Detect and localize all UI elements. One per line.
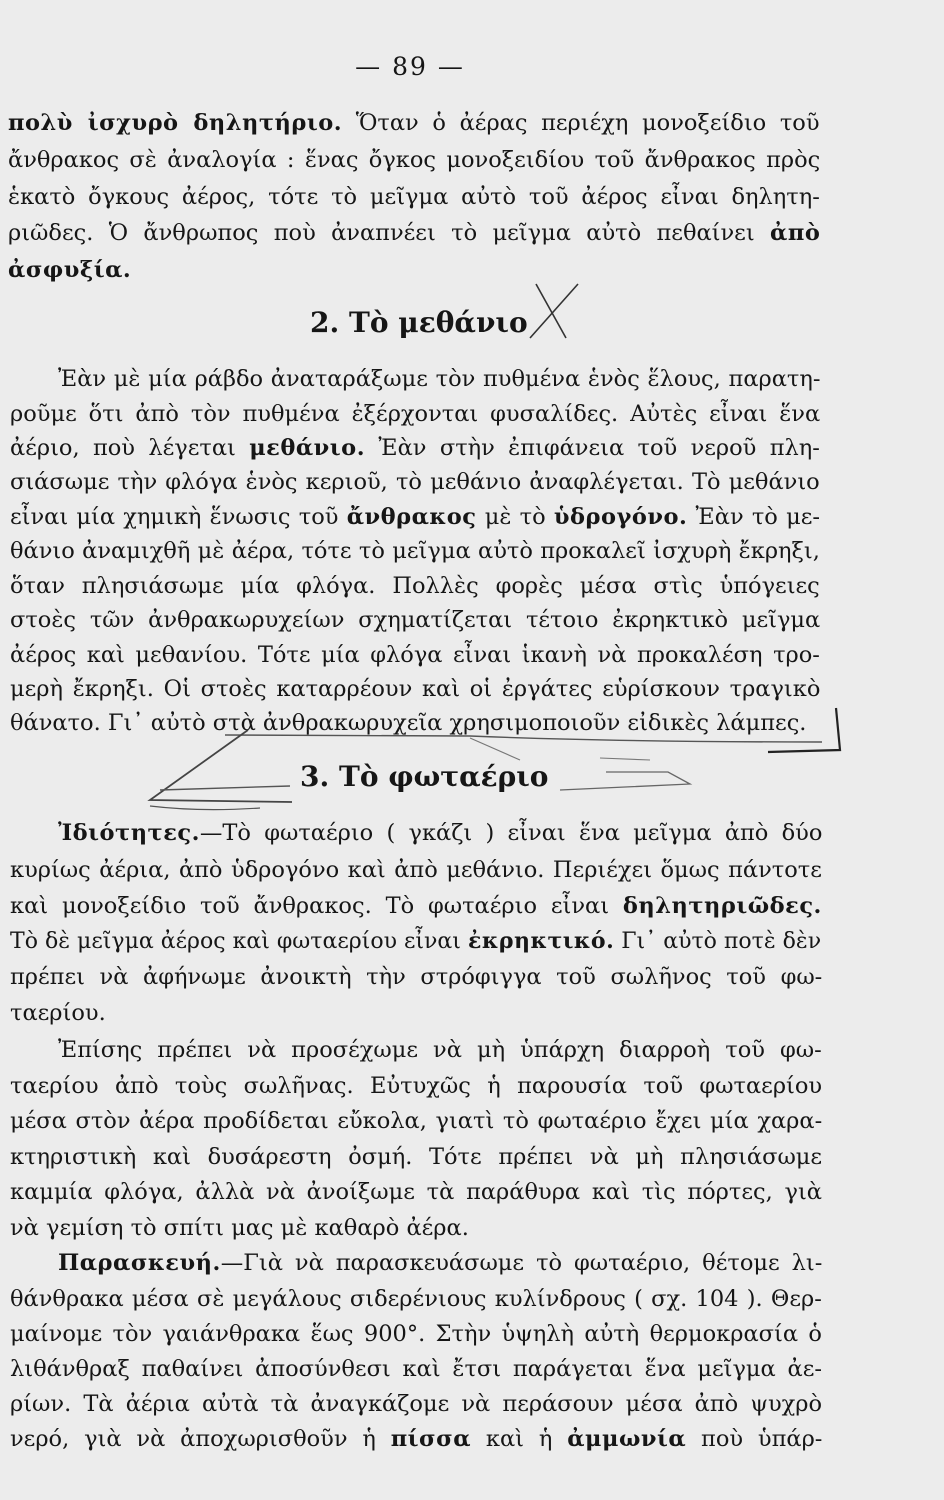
text-run: λιθάνθραξ παθαίνει ἀποσύνθεσι καὶ ἔτσι παράγεται ἕνα μεῖγμα ἀε- (10, 1356, 822, 1382)
text-run: Ἐὰν τὸ με- (687, 504, 820, 530)
text-line (10, 1387, 822, 1421)
text-run: ἄνθρακος σὲ ἀναλογία : ἕνας ὄγκος μονοξειδίου τοῦ ἄνθρακος πρὸς (8, 147, 821, 173)
bold-term: ὑδρογόνο. (553, 504, 688, 530)
text-line (10, 1211, 469, 1245)
text-run: ταερίου ἀπὸ τοὺς σωλῆνας. Εὐτυχῶς ἡ παρουσία τοῦ φωταερίου (10, 1073, 823, 1099)
text-run: πρέπει νὰ ἀφήνωμε ἀνοικτὴ τὴν στρόφιγγα τοῦ σωλῆνος τοῦ φω- (10, 964, 823, 990)
text-run: —Γιὰ νὰ παρασκευάσωμε τὸ φωταέριο, θέτομε λι- (220, 1250, 823, 1276)
text-run: Γι᾽ αὐτὸ ποτὲ δὲν (614, 928, 822, 954)
text-run: νερό, γιὰ νὰ ἀποχωρισθοῦν ἡ (10, 1426, 391, 1452)
text-line (58, 816, 822, 850)
text-line (10, 672, 820, 706)
bold-term: Παρασκευή. (58, 1250, 221, 1276)
text-run: θάνθρακα μέσα σὲ μεγάλους σιδερένιους κυλίνδρους ( σχ. 104 ). Θερ- (10, 1286, 822, 1312)
section-2-heading: 2. Τὸ μεθάνιο (310, 306, 528, 339)
text-run: μερὴ ἔκρηξι. Οἱ στοὲς καταρρέουν καὶ οἱ ἐργάτες εὑρίσκουν τραγικὸ (10, 676, 821, 702)
text-run: ἑκατὸ ὄγκους ἀέρος, τότε τὸ μεῖγμα αὐτὸ τοῦ ἀέρος εἶναι δηλητη- (8, 184, 820, 210)
text-line (58, 1033, 822, 1067)
text-run: ἀέρος καὶ μεθανίου. Τότε μία φλόγα εἶναι ἱκανὴ νὰ προκαλέση τρο- (10, 642, 820, 668)
text-line (10, 465, 820, 499)
text-run: κτηριστικὴ καὶ δυσάρεστη ὀσμή. Τότε πρέπει νὰ μὴ πλησιάσωμε (10, 1144, 823, 1170)
text-run: εἶναι μία χημικὴ ἕνωσις τοῦ (10, 504, 347, 530)
text-line (58, 1246, 822, 1280)
text-line (10, 1140, 822, 1174)
bold-term: δηλητηριῶδες. (622, 893, 822, 919)
text-line (10, 1352, 822, 1386)
text-line (10, 638, 820, 672)
text-line (10, 1317, 822, 1351)
text-line (8, 253, 131, 287)
bold-term: ἐκρηκτικό. (467, 928, 615, 954)
text-line (10, 853, 822, 887)
text-run: Ἐπίσης πρέπει νὰ προσέχωμε νὰ μὴ ὑπάρχη διαρροὴ τοῦ φω- (58, 1037, 822, 1063)
bold-term: Ἰδιότητες. (58, 820, 200, 846)
text-run: θάνατο. Γι᾽ αὐτὸ στὰ ἀνθρακωρυχεῖα χρησιμοποιοῦν εἰδικὲς λάμπες. (10, 710, 807, 736)
bold-term: ἀσφυξία. (8, 257, 132, 283)
bold-term: ἄνθρακος (346, 504, 477, 530)
text-run: θάνιο ἀναμιχθῆ μὲ ἀέρα, τότε τὸ μεῖγμα αὐτὸ προκαλεῖ ἰσχυρὴ ἔκρηξι, (10, 538, 820, 564)
text-run: στοὲς τῶν ἀνθρακωρυχείων σχηματίζεται τέτοιο ἐκρηκτικὸ μεῖγμα (10, 607, 821, 633)
text-run: καὶ μονοξείδιο τοῦ ἄνθρακος. Τὸ φωταέριο εἶναι (10, 893, 623, 919)
text-line (10, 889, 822, 923)
text-line (10, 500, 820, 534)
bold-term: πολὺ ἰσχυρὸ δηλητήριο. (8, 110, 343, 136)
text-run: Ἐὰν μὲ μία ράβδο ἀναταράξωμε τὸν πυθμένα ἑνὸς ἕλους, παρατη- (58, 366, 821, 392)
text-line (10, 1069, 822, 1103)
text-line (10, 960, 822, 994)
text-run: ἀέριο, ποὺ λέγεται (10, 435, 250, 461)
text-line (8, 106, 820, 140)
text-line (10, 603, 820, 637)
bold-term: μεθάνιο. (249, 435, 366, 461)
text-line (10, 1175, 822, 1209)
page-number: — 89 — (355, 52, 465, 81)
text-run: Τὸ δὲ μεῖγμα ἀέρος καὶ φωταερίου εἶναι (10, 928, 468, 954)
text-line (8, 216, 820, 250)
text-line (10, 569, 820, 603)
text-run: κυρίως ἀέρια, ἀπὸ ὑδρογόνο καὶ ἀπὸ μεθάνιο. Περιέχει ὅμως πάντοτε (10, 857, 822, 883)
text-run: ταερίου. (10, 1000, 106, 1026)
text-line (8, 143, 820, 177)
text-run: καὶ ἡ (471, 1426, 568, 1452)
bold-term: πίσσα (390, 1426, 472, 1452)
text-run: ροῦμε ὅτι ἀπὸ τὸν πυθμένα ἐξέρχονται φυσαλίδες. Αὐτὲς εἶναι ἕνα (10, 401, 821, 427)
text-run: ριῶδες. Ὁ ἄνθρωπος ποὺ ἀναπνέει τὸ μεῖγμα αὐτὸ πεθαίνει (8, 220, 771, 246)
text-run: ὅταν πλησιάσωμε μία φλόγα. Πολλὲς φορὲς μέσα στὶς ὑπόγειες (10, 573, 820, 599)
text-line (10, 534, 820, 568)
text-run: μέσα στὸν ἀέρα προδίδεται εὔκολα, γιατὶ τὸ φωταέριο ἔχει μία χαρα- (10, 1108, 823, 1134)
bold-term: ἀπὸ (770, 220, 821, 246)
text-line (10, 431, 820, 465)
text-run: μὲ τὸ (476, 504, 554, 530)
text-line (10, 1422, 822, 1456)
text-run: Ἐὰν στὴν ἐπιφάνεια τοῦ νεροῦ πλη- (365, 435, 820, 461)
text-line (10, 1104, 822, 1138)
text-run: σιάσωμε τὴν φλόγα ἑνὸς κεριοῦ, τὸ μεθάνιο ἀναφλέγεται. Τὸ μεθάνιο (10, 469, 820, 495)
text-run: νὰ γεμίση τὸ σπίτι μας μὲ καθαρὸ ἀέρα. (10, 1215, 469, 1241)
bold-term: ἀμμωνία (567, 1426, 687, 1452)
text-line (58, 362, 820, 396)
text-run: ρίων. Τὰ ἀέρια αὐτὰ τὰ ἀναγκάζομε νὰ περάσουν μέσα ἀπὸ ψυχρὸ (10, 1391, 823, 1417)
text-line (10, 706, 806, 740)
text-line (10, 397, 820, 431)
section-3-heading: 3. Τὸ φωταέριο (300, 760, 549, 793)
text-run: ποὺ ὑπάρ- (686, 1426, 823, 1452)
text-line (10, 924, 821, 958)
text-run: —Τὸ φωταέριο ( γκάζι ) εἶναι ἕνα μεῖγμα ἀπὸ δύο (199, 820, 823, 846)
text-line (10, 1282, 822, 1316)
text-run: Ὅταν ὁ ἀέρας περιέχη μονοξείδιο τοῦ (342, 110, 820, 136)
text-run: μαίνομε τὸν γαιάνθρακα ἕως 900°. Στὴν ὑψηλὴ αὐτὴ θερμοκρασία ὁ (10, 1321, 822, 1347)
text-line (10, 996, 106, 1030)
text-line (8, 180, 820, 214)
text-run: καμμία φλόγα, ἀλλὰ νὰ ἀνοίξωμε τὰ παράθυρα καὶ τὶς πόρτες, γιὰ (10, 1179, 822, 1205)
